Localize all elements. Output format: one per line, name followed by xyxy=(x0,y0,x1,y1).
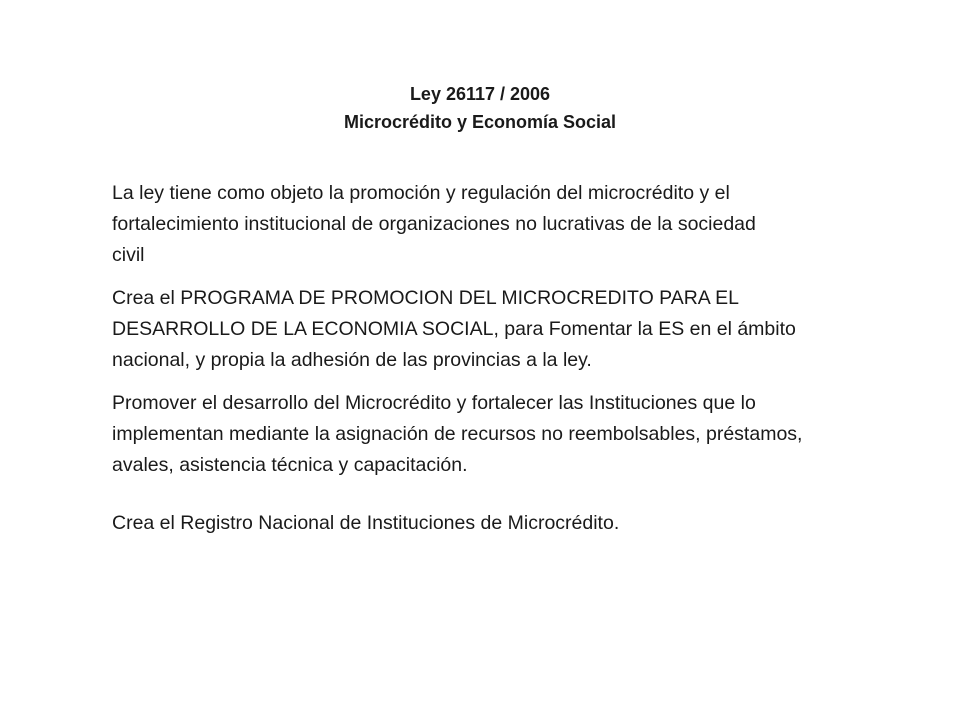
paragraph-program xyxy=(112,283,912,376)
paragraph-line: civil xyxy=(112,244,145,266)
paragraph-line: nacional, y propia la adhesión de las provincias a la ley. xyxy=(112,349,592,371)
paragraph-line: DESARROLLO DE LA ECONOMIA SOCIAL, para Fomentar la ES en el ámbito xyxy=(112,318,796,340)
paragraph-promotion xyxy=(112,388,912,481)
title-line-law-number: Ley 26117 / 2006 xyxy=(409,84,551,104)
title-line-subject: Microcrédito y Economía Social xyxy=(343,112,617,132)
paragraph-line: Promover el desarrollo del Microcrédito y fortalecer las Instituciones que lo xyxy=(112,392,756,414)
paragraph-line: avales, asistencia técnica y capacitación. xyxy=(112,454,468,476)
slide-title xyxy=(280,80,680,136)
paragraph-line: Crea el Registro Nacional de Instituciones de Microcrédito. xyxy=(112,512,620,534)
paragraph-registry xyxy=(112,508,912,539)
paragraph-objective xyxy=(112,178,912,271)
paragraph-line: implementan mediante la asignación de recursos no reembolsables, préstamos, xyxy=(112,423,803,445)
paragraph-line: fortalecimiento institucional de organizaciones no lucrativas de la sociedad xyxy=(112,213,756,235)
paragraph-line: Crea el PROGRAMA DE PROMOCION DEL MICROCREDITO PARA EL xyxy=(112,287,740,309)
paragraph-line: La ley tiene como objeto la promoción y regulación del microcrédito y el xyxy=(112,182,730,204)
